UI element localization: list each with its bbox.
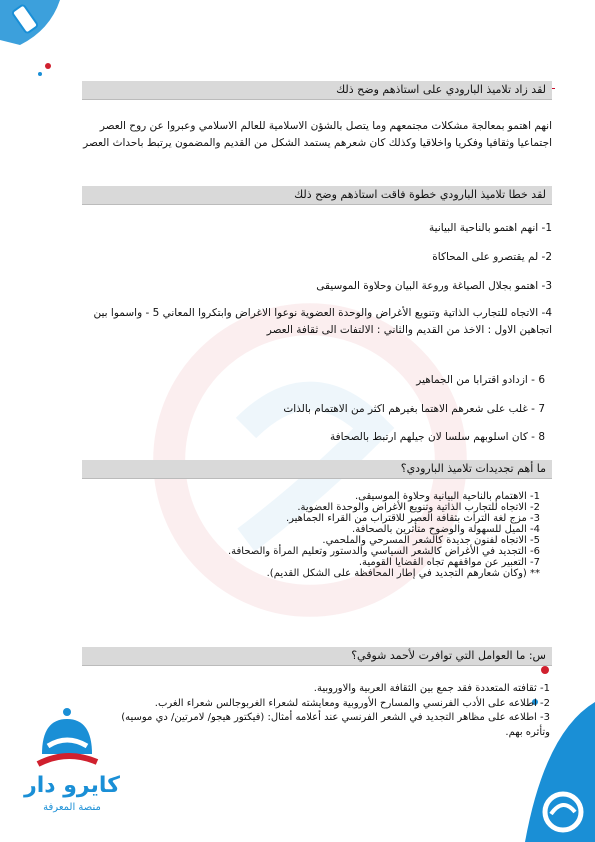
- question-2-item: 8 - كان اسلوبهم سلسا لان جيلهم ارتبط بالصحافة: [329, 431, 545, 443]
- flask-hand-icon: [0, 0, 80, 80]
- question-4-list: [120, 682, 550, 740]
- question-2-item: 4- الاتجاه للتجارب الذاتية وتنويع الأغراض والوحدة العضوية نوعوا الاغراض وابتكروا المعاني 5 - واسموا بين اتجاهين الاول : الاخذ من القديم والثاني : الالتفات الى ثقافة العصر: [93, 307, 552, 336]
- question-2-item: 1- انهم اهتمو بالناحية البيانية: [429, 222, 552, 234]
- list-item: 5- الاتجاه لفنون جديدة كالشعر المسرحي والملحمي.: [322, 535, 540, 546]
- list-item: 6- التجديد في الأغراض كالشعر السياسي والدستور وتعليم المرأة والصحافة.: [227, 546, 540, 557]
- question-2-item: 7 - غلب على شعرهم الاهتما بغيرهم اكثر من الاهتمام بالذات: [283, 403, 545, 415]
- question-4-heading: س: ما العوامل التي توافرت لأحمد شوقي؟: [82, 647, 552, 666]
- question-3-list: [120, 491, 540, 579]
- logo-tagline: منصة المعرفة: [43, 802, 101, 813]
- question-2-heading: لقد خطا تلاميذ البارودي خطوة فاقت استاذهم وضح ذلك: [82, 186, 552, 205]
- list-item: ** (وكان شعارهم التجديد في إطار المحافظة على الشكل القديم).: [266, 568, 540, 579]
- list-item: 3- اطلاعه على مظاهر التجديد في الشعر الفرنسي عند أعلامه أمثال: (فيكتور هيجو/ لامرتين/ دي موسيه) وتأثره بهم.: [121, 712, 550, 738]
- question-1-answer: انهم اهتمو بمعالجة مشكلات مجتمعهم وما يتصل بالشؤن الاسلامية للعالم الاسلامي وعبروا عن روح العصر اجتماعيا وثقافيا وفكريا واخلاقيا وكذلك كان شعرهم يستمد الشكل من القديم والمضمون يرتبط باحداث العصر: [83, 120, 552, 149]
- question-2-item: 6 - ازدادو اقترابا من الجماهير: [416, 374, 545, 386]
- science-decoration-icon: [485, 642, 595, 842]
- question-2-item: 2- لم يقتصرو على المحاكاة: [432, 251, 552, 263]
- question-2-item: 3- اهتمو بجلال الصياغة وروعة البيان وحلاوة الموسيقى: [316, 280, 552, 292]
- list-item: 1- ثقافته المتعددة فقد جمع بين الثقافة العربية والاوروبية.: [313, 683, 550, 694]
- list-item: 1- الاهتمام بالناحية البيانية وحلاوة الموسيقى.: [354, 491, 540, 502]
- list-item: 2- الاتجاه للتجارب الذاتية وتنويع الأغراض والوحدة العضوية.: [297, 502, 540, 513]
- question-3-heading: ما أهم تجديدات تلاميذ البارودي؟: [82, 460, 552, 479]
- logo-wordmark: كايرو دار: [24, 773, 120, 798]
- list-item: 3- مزج لغة التراث بثقافة العصر للاقتراب من القراء الجماهير.: [285, 513, 540, 524]
- cairo-dar-logo: [12, 704, 132, 824]
- question-1-heading: لقد زاد تلاميذ البارودي على استاذهم وضح ذلك: [82, 81, 552, 100]
- list-item: 2- اطلاعه على الأدب الفرنسي والمسارح الأوروبية ومعايشته لشعراء الغربوجالس شعراء الغرب.: [154, 697, 550, 709]
- list-item: 4- الميل للسهولة والوضوح متأثرين بالصحافة.: [352, 524, 540, 535]
- list-item: 7- التعبير عن مواقفهم تجاه القضايا القومية.: [358, 557, 540, 568]
